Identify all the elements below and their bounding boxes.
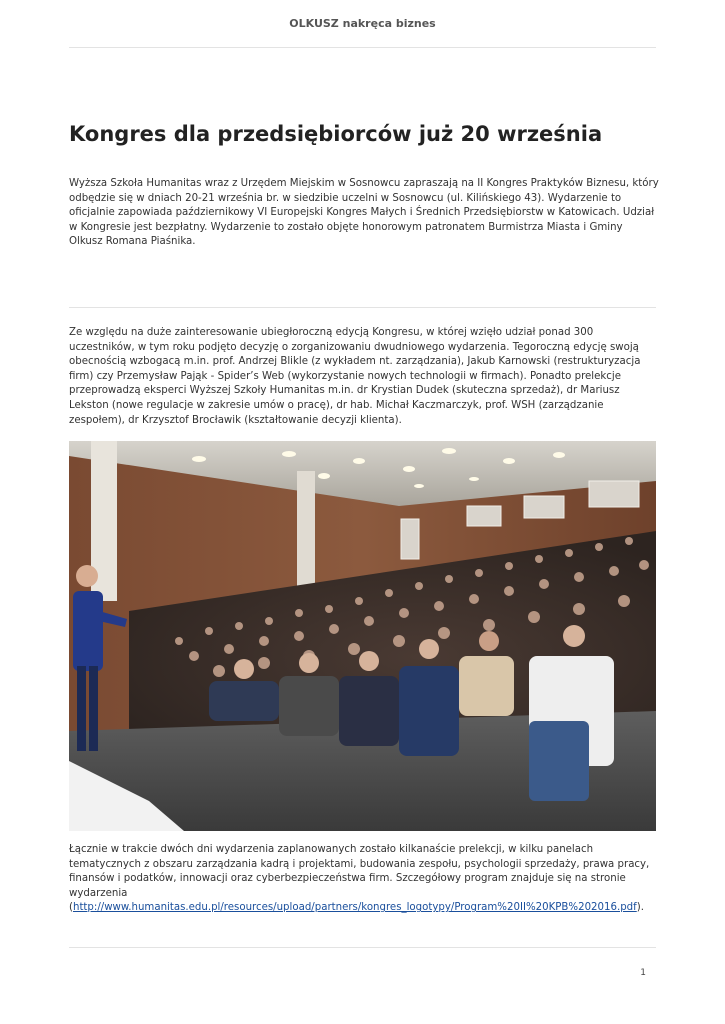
closing-end: ). — [636, 902, 644, 914]
footer-divider — [69, 947, 656, 948]
header-divider — [69, 47, 656, 48]
closing-text: Łącznie w trakcie dwóch dni wydarzenia zaplanowanych zostało kilkanaście prelekcji, w kilku panelach tematycznych z obszaru zarządzania kadrą i projektami, budowania zespołu, psychologii sprzedaży, prawa pracy, finansów i podatków, innowacji oraz cyberbezpieczeństwa firm. Szczegółowy program znajduje się na stronie wydarzenia ( — [69, 844, 650, 914]
section-divider — [69, 307, 656, 308]
article-intro: Wyższa Szkoła Humanitas wraz z Urzędem Miejskim w Sosnowcu zapraszają na II Kongres Praktyków Biznesu, który odbędzie się w dniach 20-21 września br. w siedzibie uczelni w Sosnowcu (ul. Kilińskiego 43). Wydarzenie to oficjalnie zapowiada październikowy VI Europejski Kongres Małych i Średnich Przedsiębiorstw w Katowicach. Udział w Kongresie jest bezpłatny. Wydarzenie to zostało objęte honorowym patronatem Burmistrza Miasta i Gminy Olkusz Romana Piaśnika. — [69, 178, 659, 248]
article-title: Kongres dla przedsiębiorców już 20 września — [69, 122, 603, 146]
page-number: 1 — [640, 968, 646, 978]
program-link[interactable]: http://www.humanitas.edu.pl/resources/upload/partners/kongres_logotypy/Program%20II%20KPB%202016.pdf — [72, 902, 637, 914]
site-header: OLKUSZ nakręca biznes — [289, 17, 436, 30]
conference-photo — [69, 441, 656, 831]
article-body: Ze względu na duże zainteresowanie ubiegłoroczną edycją Kongresu, w której wzięło udział ponad 300 uczestników, w tym roku podjęto decyzję o zorganizowaniu dwudniowego wydarzenia. Tegoroczną edycję swoją obecnością wzbogacą m.in. prof. Andrzej Blikle (z wykładem nt. zarządzania), Jakub Karnowski (restrukturyzacja firm) czy Przemysław Pająk - Spider’s Web (wykorzystanie nowych technologii w firmach). Ponadto prelekcje przeprowadzą eksperci Wyższej Szkoły Humanitas m.in. dr Krystian Dudek (skuteczna sprzedaż), dr Mariusz Lekston (nowe regulacje w zakresie umów o pracę), dr hab. Michał Kaczmarczyk, prof. WSH (zarządzanie zespołem), dr Krzysztof Brocławik (kształtowanie decyzji klienta). — [69, 327, 641, 426]
article-closing — [69, 843, 659, 916]
